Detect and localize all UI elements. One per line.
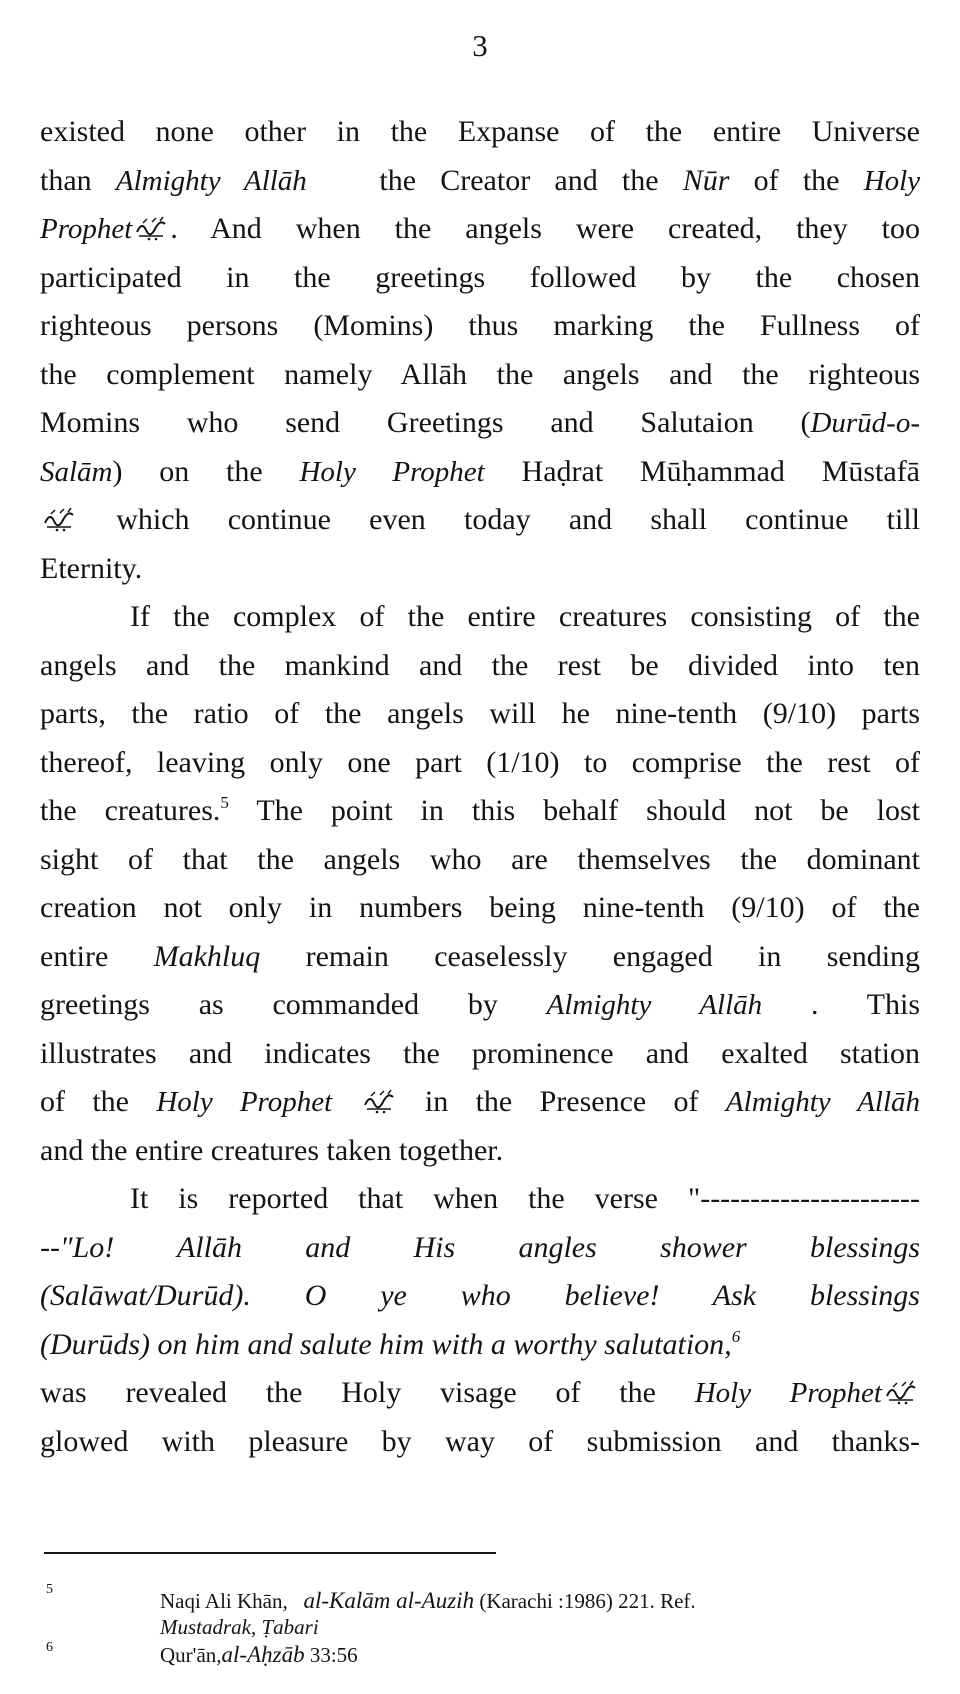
text-line: the complement namely Allāh the angels and the righteous: [40, 357, 920, 391]
text-line: thereof, leaving only one part (1/10) to comprise the rest of: [40, 745, 920, 779]
text-line: existed none other in the Expanse of the entire Universe: [40, 115, 920, 148]
footnote-5-ref: Mustadrak, Ṭabari: [160, 1615, 319, 1639]
footnote-6: Qur'ān,al-Aḥzāb 33:56: [160, 1642, 358, 1667]
text-line: Eternity.: [40, 551, 143, 585]
text-line: the creatures.$^5$ The point in this behalf should not be lost: [40, 793, 921, 827]
footnote-5: Naqi Ali Khān, al-Kalām al-Auzih (Karachi :1986) 221. Ref.: [160, 1588, 696, 1613]
text-line: entire Makhluq remain ceaselessly engaged in sending: [40, 939, 921, 973]
text-line: illustrates and indicates the prominence and exalted station: [40, 1036, 920, 1070]
footnote-mark: 5: [46, 1582, 53, 1597]
salawat-calligraphy-icon: [134, 215, 168, 241]
text-line: Salām) on the Holy Prophet Haḍrat Mūḥammad Mūstafā: [40, 454, 920, 488]
text-line: and the entire creatures taken together.: [40, 1133, 504, 1167]
text-line: (Durūds) on him and salute him with a worthy salutation,$^6$: [40, 1326, 741, 1361]
text-line: was revealed the Holy visage of the Holy Prophet: [40, 1369, 920, 1418]
text-line: glowed with pleasure by way of submission and thanks-: [40, 1424, 920, 1458]
page-number: 3: [472, 28, 488, 63]
text-line: greetings as commanded by Almighty Allāh . This: [40, 988, 920, 1021]
text-line: (Salāwat/Durūd). O ye who believe! Ask blessings: [40, 1279, 920, 1312]
text-line: angels and the mankind and the rest be divided into ten: [40, 648, 920, 682]
text-line: righteous persons (Momins) thus marking the Fullness of: [40, 309, 920, 342]
text-line: which continue even today and shall continue till: [40, 496, 920, 545]
footnote-ref: 6: [731, 1326, 741, 1346]
text-line: participated in the greetings followed by the chosen: [40, 260, 920, 294]
text-line: than Almighty Allāh the Creator and the Nūr of the Holy: [40, 163, 921, 197]
text-line: sight of that the angels who are themselves the dominant: [40, 842, 920, 876]
text-line: It is reported that when the verse "----------------------: [130, 1182, 920, 1215]
footnote-mark: 6: [46, 1640, 53, 1655]
salawat-calligraphy-icon: [362, 1088, 396, 1114]
text-line: of the Holy Prophet in the Presence of Almighty Allāh: [40, 1085, 921, 1118]
text-line: creation not only in numbers being nine-tenth (9/10) of the: [40, 891, 920, 924]
body-text: [40, 108, 920, 1466]
salawat-calligraphy-icon: [884, 1379, 918, 1405]
footnote-divider: [44, 1552, 496, 1554]
text-line: Prophet . And when the angels were created, they too: [40, 212, 920, 245]
text-line: --"Lo! Allāh and His angles shower blessings: [40, 1230, 920, 1264]
text-line: If the complex of the entire creatures consisting of the: [130, 600, 920, 633]
footnote-ref: 5: [220, 793, 229, 812]
text-line: Momins who send Greetings and Salutaion (Durūd-o-: [40, 406, 920, 439]
text-line: parts, the ratio of the angels will he nine-tenth (9/10) parts: [40, 697, 920, 730]
salawat-calligraphy-icon: [42, 506, 76, 532]
